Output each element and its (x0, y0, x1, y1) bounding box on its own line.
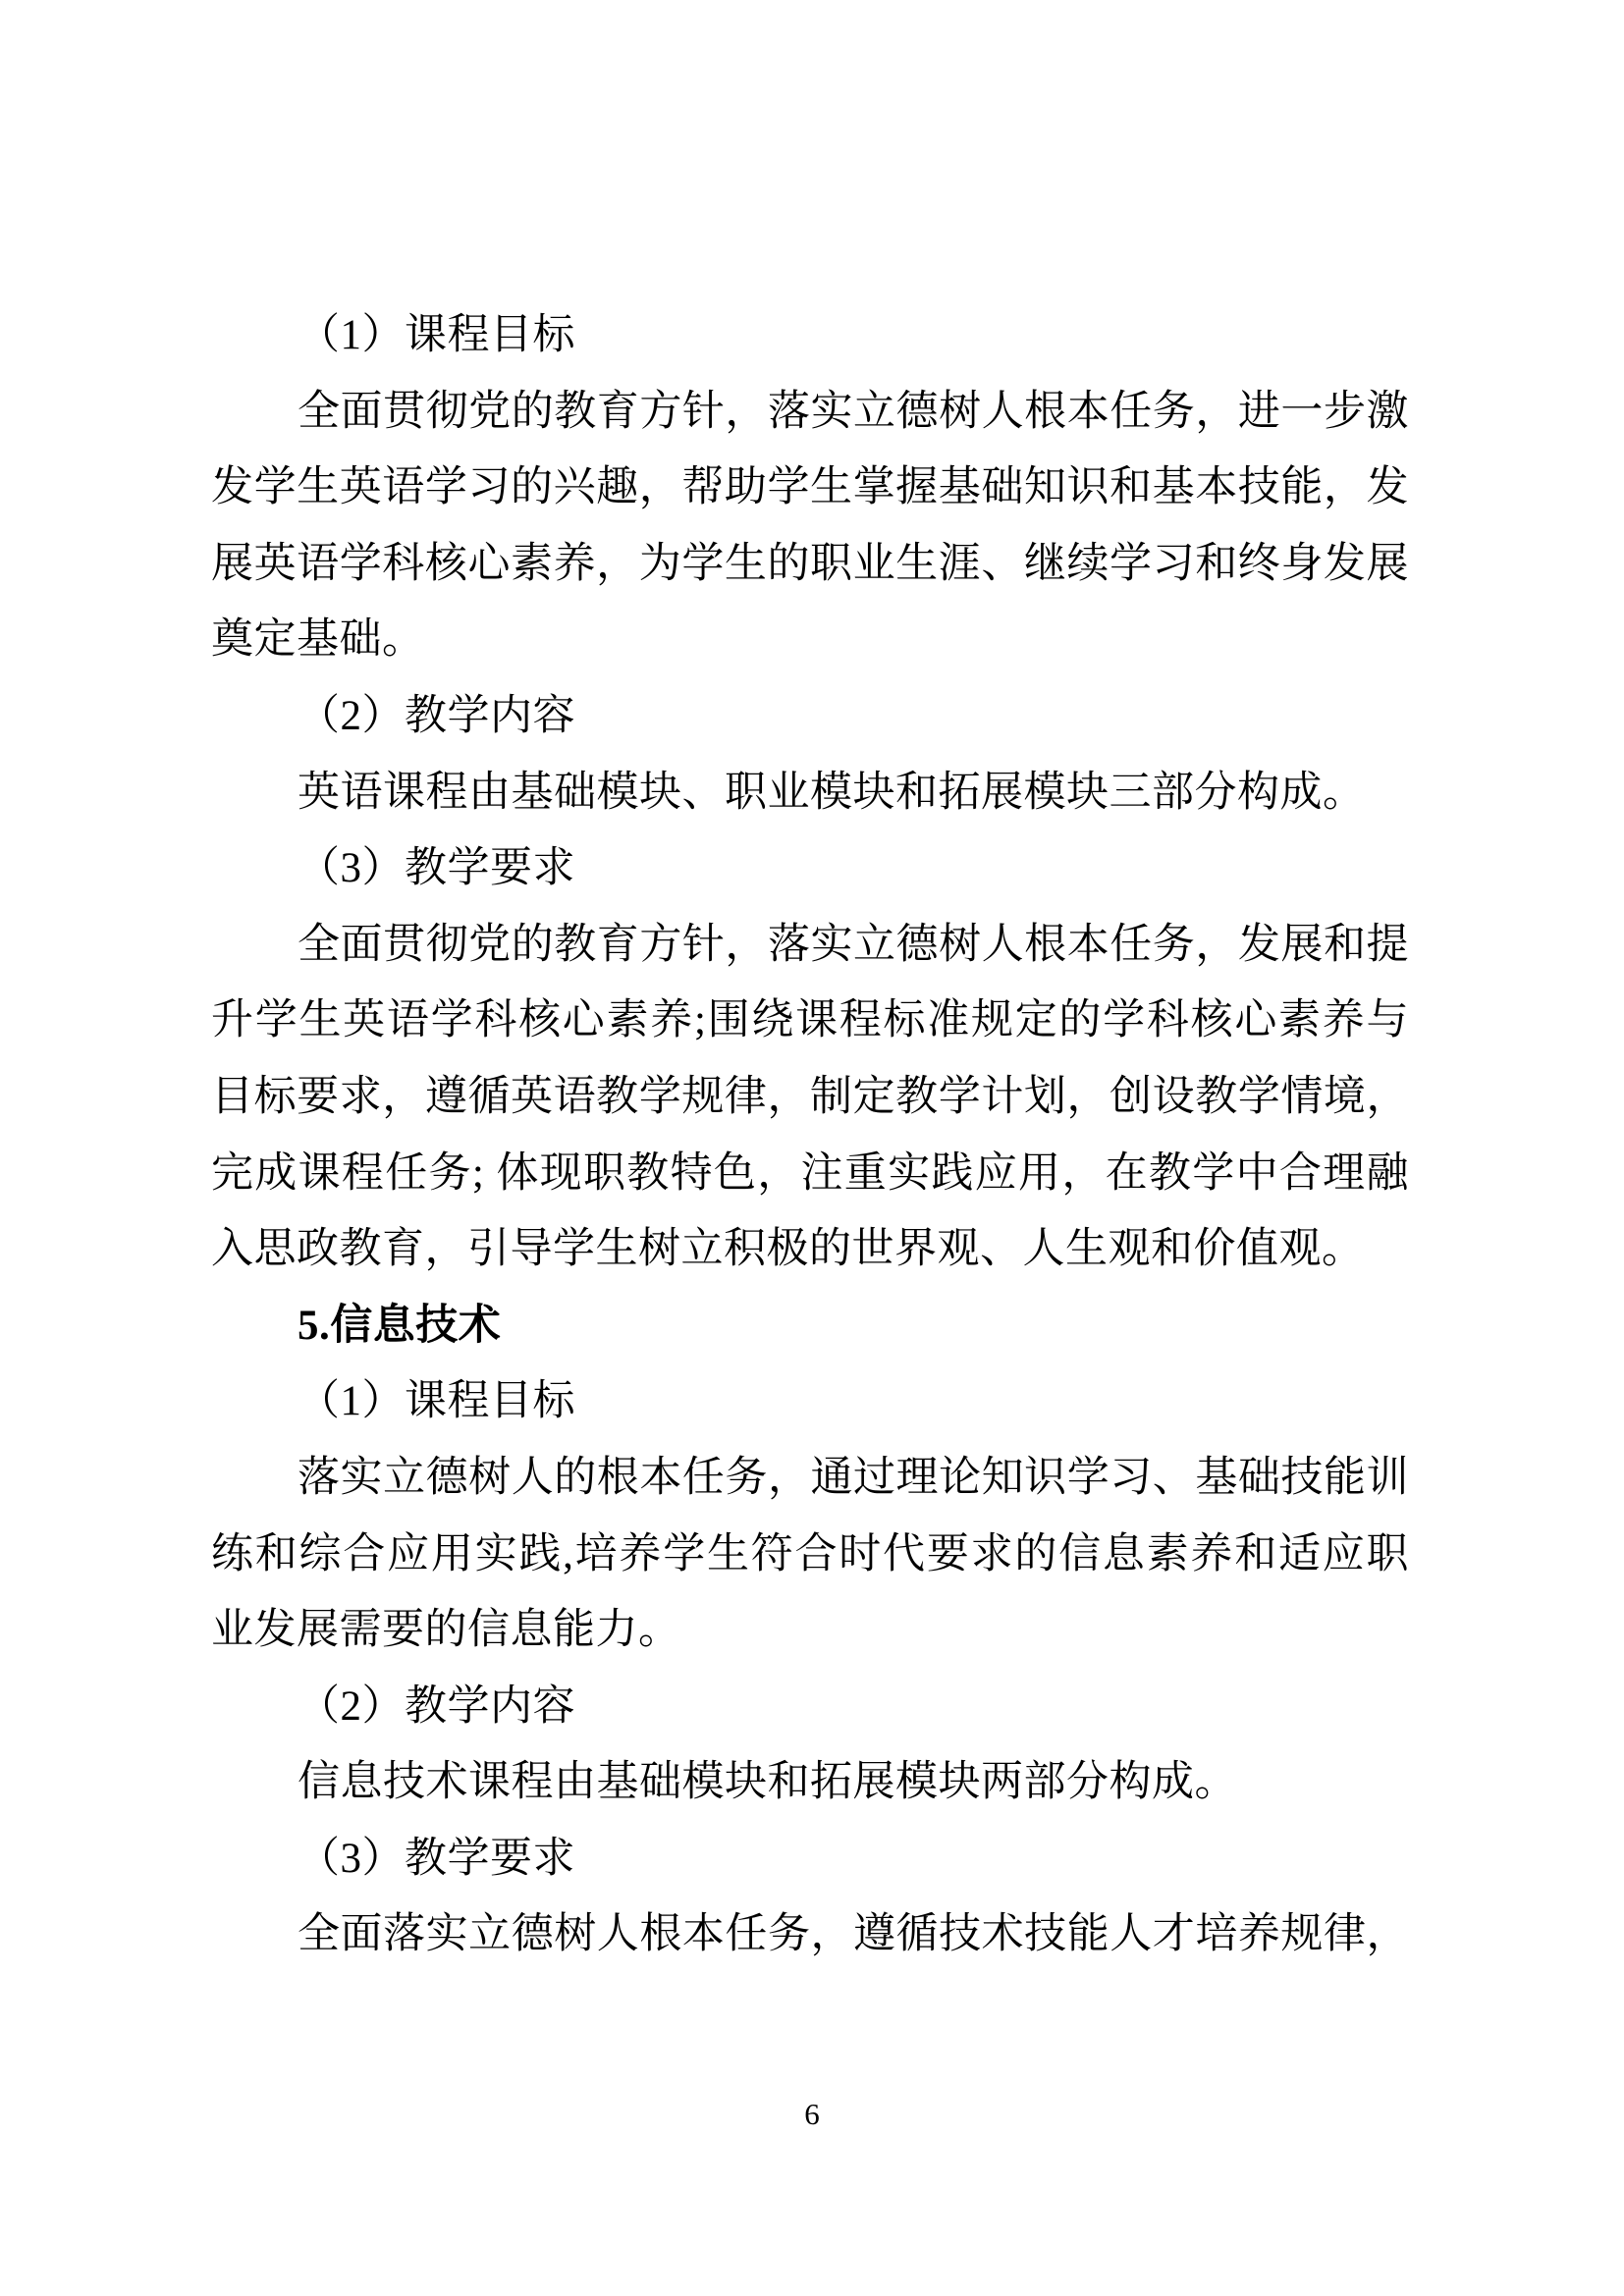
paragraph-line: 练和综合应用实践,培养学生符合时代要求的信息素养和适应职 (211, 1530, 1409, 1577)
section-heading-information-technology: 5.信息技术 (298, 1302, 502, 1349)
paragraph-line: 发学生英语学习的兴趣，帮助学生掌握基础知识和基本技能，发 (211, 464, 1409, 511)
paragraph-line: 业发展需要的信息能力。 (211, 1607, 681, 1654)
paragraph-line: 信息技术课程由基础模块和拓展模块两部分构成。 (298, 1759, 1237, 1806)
paragraph-line: 目标要求，遵循英语教学规律，制定教学计划，创设教学情境， (211, 1073, 1409, 1120)
paragraph-line: 升学生英语学科核心素养;围绕课程标准规定的学科核心素养与 (211, 997, 1409, 1044)
subheading-teaching-requirements: （3）教学要求 (298, 845, 575, 892)
subheading-teaching-content: （2）教学内容 (298, 1682, 575, 1730)
paragraph-line: 全面贯彻党的教育方针，落实立德树人根本任务，进一步激 (298, 388, 1409, 435)
subheading-course-objectives: （1）课程目标 (298, 312, 575, 358)
paragraph-line: 英语课程由基础模块、职业模块和拓展模块三部分构成。 (298, 769, 1366, 816)
paragraph-line: 展英语学科核心素养，为学生的职业生涯、继续学习和终身发展 (211, 540, 1409, 587)
paragraph-line: 完成课程任务; 体现职教特色，注重实践应用，在教学中合理融 (211, 1149, 1409, 1197)
page-number: 6 (804, 2097, 820, 2131)
subheading-course-objectives: （1）课程目标 (298, 1378, 575, 1425)
paragraph-line: 全面落实立德树人根本任务，遵循技术技能人才培养规律， (298, 1911, 1409, 1958)
subheading-teaching-content: （2）教学内容 (298, 692, 575, 739)
paragraph-line: 落实立德树人的根本任务，通过理论知识学习、基础技能训 (298, 1454, 1409, 1501)
paragraph-line: 全面贯彻党的教育方针，落实立德树人根本任务，发展和提 (298, 921, 1409, 968)
paragraph-line: 入思政教育，引导学生树立积极的世界观、人生观和价值观。 (211, 1226, 1365, 1273)
paragraph-line: 奠定基础。 (211, 616, 425, 664)
subheading-teaching-requirements: （3）教学要求 (298, 1835, 575, 1882)
document-body (211, 297, 1409, 1973)
